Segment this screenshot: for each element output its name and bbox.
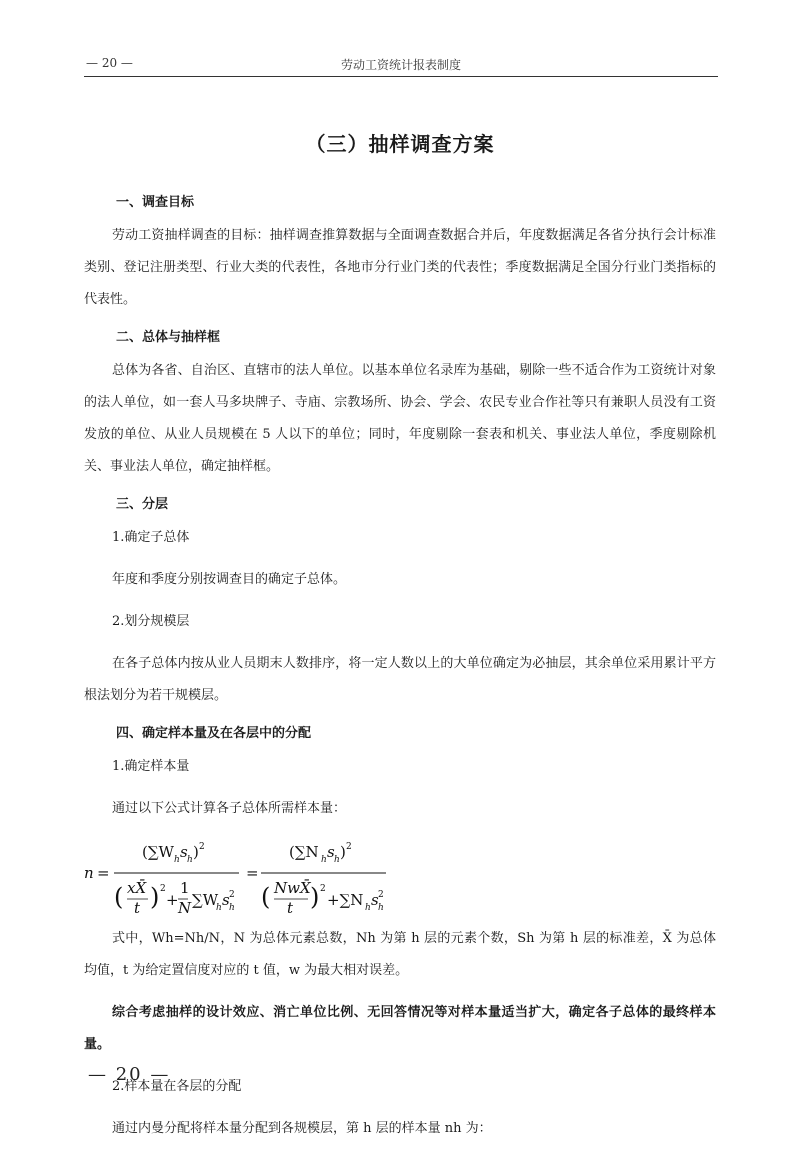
paragraph-subpopulation: 年度和季度分别按调查目的确定子总体。 — [112, 572, 347, 587]
svg-text:s: s — [327, 843, 335, 861]
paragraph-formula-notes: 式中，Wh=Nh/N，N 为总体元素总数，Nh 为第 h 层的元素个数，Sh 为第 h 层的标准差，X̄ 为总体均值，t 为给定置信度对应的 t 值，w 为最大相对误差。 — [84, 931, 716, 978]
svg-text:h: h — [229, 903, 235, 913]
svg-text:h: h — [321, 855, 327, 865]
subheading-sample-size: 1.确定样本量 — [112, 759, 190, 774]
paragraph-survey-goal: 劳动工资抽样调查的目标：抽样调查推算数据与全面调查数据合并后，年度数据满足各省分执行会计标准类别、登记注册类型、行业大类的代表性，各地市分行业门类的代表性；季度数据满足全国分行业门类指标的代表性。 — [84, 228, 716, 307]
svg-text:(: ( — [114, 883, 124, 911]
svg-text:=: = — [246, 864, 259, 882]
footer-page-number: — 20 — — [88, 1064, 171, 1085]
svg-text:NwX̄: NwX̄ — [274, 879, 311, 897]
section-heading-2: 二、总体与抽样框 — [116, 330, 221, 345]
svg-text:): ) — [340, 843, 346, 861]
subheading-size-strata: 2.划分规模层 — [112, 614, 190, 629]
svg-text:N: N — [178, 899, 192, 917]
svg-text:+∑N: +∑N — [327, 891, 364, 909]
paragraph-formula-intro: 通过以下公式计算各子总体所需样本量： — [112, 801, 347, 816]
svg-text:∑W: ∑W — [192, 891, 219, 909]
page-header — [84, 56, 718, 77]
svg-text:2: 2 — [160, 884, 166, 894]
svg-text:(: ( — [261, 883, 271, 911]
svg-text:=: = — [97, 864, 110, 882]
svg-text:2: 2 — [378, 890, 384, 900]
svg-text:2: 2 — [320, 884, 326, 894]
paragraph-final-sample: 综合考虑抽样的设计效应、消亡单位比例、无回答情况等对样本量适当扩大，确定各子总体的最终样本量。 — [84, 1005, 716, 1052]
sample-size-formula — [84, 835, 716, 917]
svg-text:t: t — [287, 899, 294, 917]
section-heading-4: 四、确定样本量及在各层中的分配 — [116, 726, 312, 741]
svg-text:s: s — [222, 891, 230, 909]
svg-text:(∑W: (∑W — [142, 843, 174, 861]
section-heading-1: 一、调查目标 — [116, 195, 195, 210]
svg-text:h: h — [334, 855, 340, 865]
subheading-allocation: 2.样本量在各层的分配 — [112, 1079, 242, 1094]
svg-text:s: s — [180, 843, 188, 861]
paragraph-size-strata: 在各子总体内按从业人员期末人数排序，将一定人数以上的大单位确定为必抽层，其余单位采用累计平方根法划分为若干规模层。 — [84, 656, 716, 703]
svg-text:xX̄: xX̄ — [127, 879, 147, 897]
svg-text:n: n — [84, 864, 94, 882]
svg-text:h: h — [174, 855, 180, 865]
svg-text:): ) — [193, 843, 199, 861]
svg-text:t: t — [134, 899, 141, 917]
svg-text:h: h — [187, 855, 193, 865]
header-page-number: — 20 — — [86, 56, 133, 70]
header-doc-title: 劳动工资统计报表制度 — [340, 58, 461, 72]
svg-text:(∑N: (∑N — [289, 843, 319, 861]
svg-text:2: 2 — [346, 842, 352, 852]
page-title: （三）抽样调查方案 — [305, 132, 495, 156]
svg-text:): ) — [310, 883, 320, 911]
page-body — [84, 110, 716, 1155]
svg-text:1: 1 — [180, 879, 190, 897]
svg-text:h: h — [378, 903, 384, 913]
svg-text:2: 2 — [199, 842, 205, 852]
subheading-subpopulation: 1.确定子总体 — [112, 530, 190, 545]
paragraph-population: 总体为各省、自治区、直辖市的法人单位。以基本单位名录库为基础，剔除一些不适合作为工资统计对象的法人单位，如一套人马多块牌子、寺庙、宗教场所、协会、学会、农民专业合作社等只有兼职人员没有工资发放的单位、从业人员规模在 5 人以下的单位；同时，年度剔除一套表和机关、事业法人单位，季度剔除机关、事业法人单位，确定抽样框。 — [84, 363, 716, 474]
svg-text:+: + — [166, 891, 179, 909]
svg-text:2: 2 — [229, 890, 235, 900]
svg-text:h: h — [365, 903, 371, 913]
svg-text:h: h — [216, 903, 222, 913]
svg-text:s: s — [371, 891, 379, 909]
svg-text:): ) — [150, 883, 160, 911]
section-heading-3: 三、分层 — [116, 497, 169, 512]
paragraph-allocation: 通过内曼分配将样本量分配到各规模层，第 h 层的样本量 nh 为： — [112, 1121, 492, 1136]
